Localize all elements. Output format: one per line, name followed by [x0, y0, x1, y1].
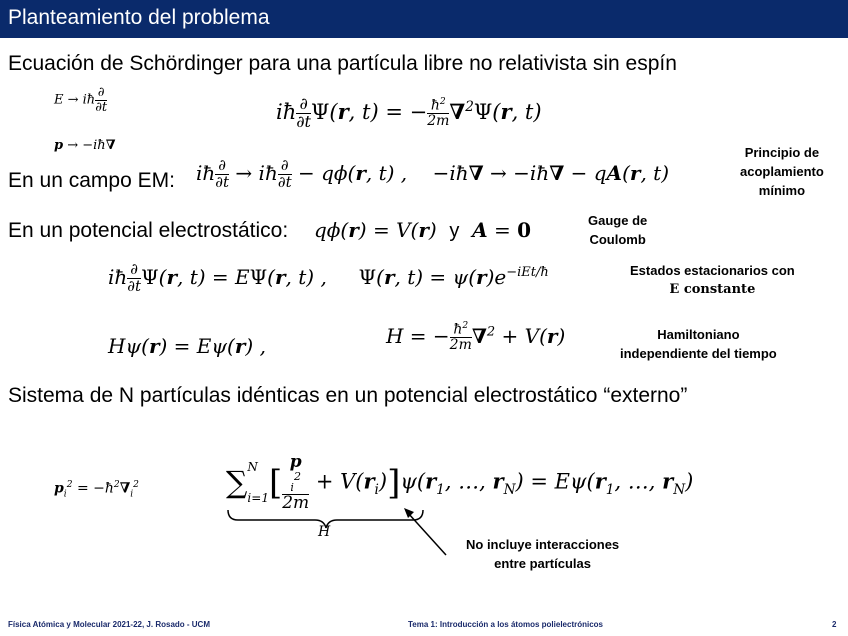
eigen-equation: Hψ(r) = Eψ(r) , [108, 334, 266, 358]
system-text: Sistema de N partículas idénticas en un potencial electrostático “externo” [8, 384, 688, 407]
arrow-head [404, 508, 414, 518]
note-principle: Principio de acoplamiento mínimo [740, 145, 824, 198]
energy-operator: E → iħ $\frac{\partial}{\partial t}$ [54, 85, 108, 115]
note-no-interactions: No incluye interacciones entre partículas [466, 537, 620, 571]
momentum-squared: $p_i^2$ = $-ħ^2\nabla_i^2$ [54, 480, 139, 500]
underbrace-label: H [318, 524, 331, 540]
schrodinger-equation: iħ $\frac{\partial}{\partial t}$ Ψ(r, t) = − $\frac{ħ^2}{2m}$ ∇$^2$Ψ(r, t) [276, 94, 542, 131]
minimal-coupling-equation: iħ $\frac{\partial}{\partial t}$ → iħ $\frac{\partial}{\partial t}$ − qϕ(r, t) , −iħ∇ → −iħ∇ − qA(r, t) [196, 156, 669, 191]
note-stationary: Estados estacionarios con E constante [630, 263, 795, 297]
intro-text: Ecuación de Schördinger para una partícula libre no relativista sin espín [8, 52, 677, 75]
slide-title: Planteamiento del problema [8, 6, 270, 29]
em-label: En un campo EM: [8, 169, 175, 192]
many-body-equation: ∑ N i=1 [ p $_i^2$ 2m + $V(r_i)]\psi(r_1$, …, $r_N) = E\psi(r_1$, …, $r_N$) [226, 451, 694, 513]
footer-topic: Tema 1: Introducción a los átomos polielectrónicos [408, 620, 603, 629]
note-gauge: Gauge de Coulomb [588, 213, 648, 247]
electrostatic-label: En un potencial electrostático: [8, 219, 289, 242]
footer-course: Física Atómica y Molecular 2021-22, J. Rosado - UCM [8, 620, 210, 629]
hamiltonian-equation: H = − $\frac{ħ^2}{2m}$ ∇$^2$ + V(r) [386, 321, 566, 354]
momentum-operator: p → −iħ∇ [54, 138, 116, 153]
page-number: 2 [832, 620, 837, 629]
electrostatic-equation: qϕ(r) = V(r) y A = 0 [314, 218, 532, 242]
y-word: y [449, 220, 460, 242]
note-hamiltonian: Hamiltoniano independiente del tiempo [620, 327, 777, 361]
arrow-line [408, 513, 446, 555]
stationary-equation: iħ $\frac{\partial}{\partial t}$ Ψ(r, t) = EΨ(r, t) , Ψ(r, $t) = \psi(r)e^{-iEt/ħ}$ [108, 260, 549, 295]
